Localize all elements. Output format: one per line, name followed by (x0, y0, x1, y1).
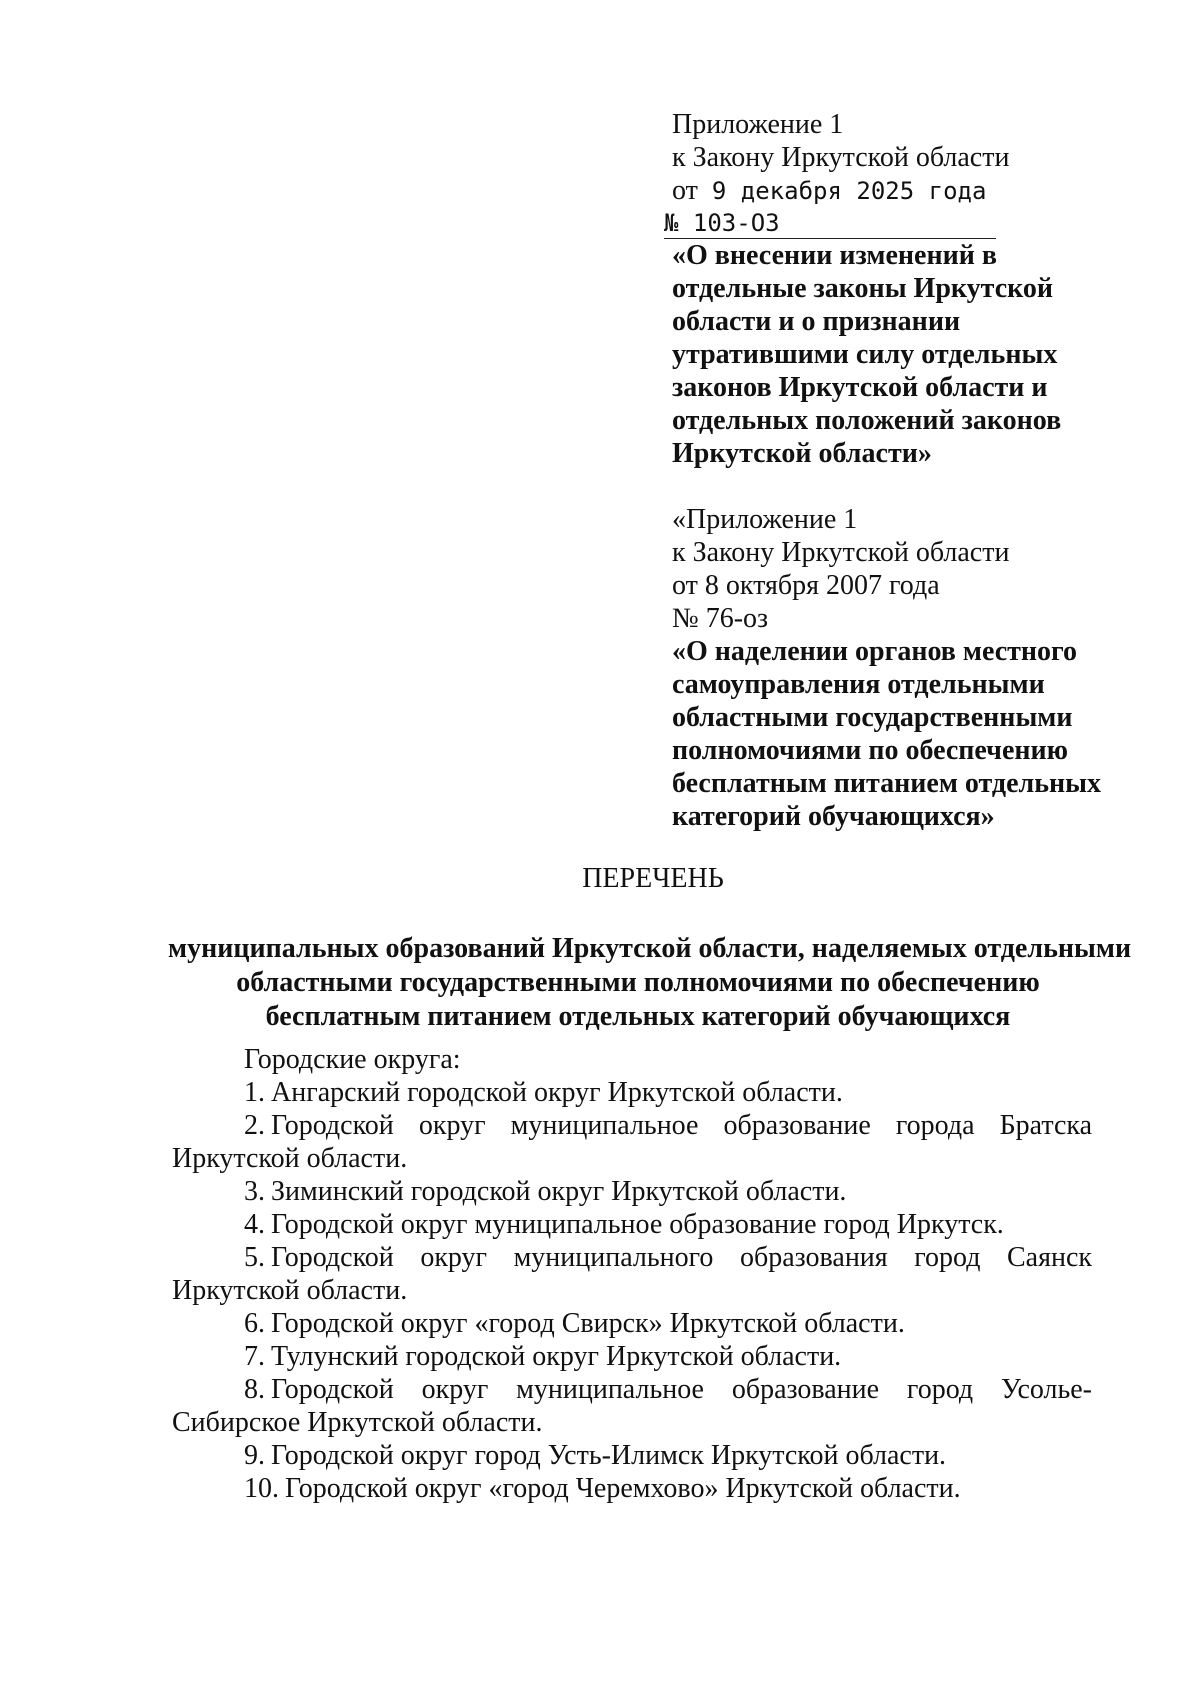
law-number: № 103-ОЗ (664, 208, 996, 239)
law-title-line-4: утратившими силу отдельных (672, 339, 1058, 370)
item-text: Городской округ «город Черемхово» Иркутской области. (285, 1473, 961, 1504)
subtitle-line-2: областными государственными полномочиями по обеспечению (236, 967, 1040, 998)
document-subtitle (168, 932, 1132, 1034)
annex-line-4: № 76-оз (672, 603, 769, 634)
annex-line-6: самоуправления отдельными (672, 669, 1045, 700)
spacer (672, 470, 1142, 503)
item-number: 8. (244, 1374, 265, 1405)
item-text: Городской округ муниципальное образование город Иркутск. (271, 1209, 1004, 1240)
law-title-line-3: области и о признании (672, 306, 961, 337)
annex-line-5: «О наделении органов местного (672, 636, 1078, 667)
section-label: Городские округа: (244, 1044, 461, 1075)
item-number: 9. (244, 1440, 265, 1471)
list-item (172, 1340, 1092, 1373)
document-title-block (168, 862, 1132, 1034)
header-block (664, 108, 1142, 833)
item-text: Ангарский городской округ Иркутской области. (271, 1077, 843, 1108)
law-title-line-2: отдельные законы Иркутской (672, 273, 1054, 304)
date-prefix: от (672, 175, 698, 206)
item-number: 7. (244, 1341, 265, 1372)
appendix-label: Приложение 1 (672, 109, 844, 140)
annex-line-9: бесплатным питанием отдельных (672, 768, 1102, 799)
list-item (172, 1076, 1092, 1109)
list-item (172, 1109, 1092, 1175)
annex-line-2: к Закону Иркутской области (672, 537, 1010, 568)
list-item (172, 1307, 1092, 1340)
list-item (172, 1472, 1092, 1505)
item-number: 6. (244, 1308, 265, 1339)
item-text: Городской округ город Усть-Илимск Иркутской области. (271, 1440, 947, 1471)
list-item (172, 1241, 1092, 1307)
item-number: 2. (244, 1110, 265, 1141)
law-title-line-5: законов Иркутской области и (672, 372, 1048, 403)
item-text: Городской округ муниципального образования город Саянск Иркутской области. (172, 1242, 1092, 1306)
item-number: 4. (244, 1209, 265, 1240)
item-number: 10. (244, 1473, 279, 1504)
list-item (172, 1208, 1092, 1241)
law-reference: к Закону Иркутской области (672, 142, 1010, 173)
annex-line-7: областными государственными (672, 702, 1073, 733)
annex-line-10: категорий обучающихся» (672, 801, 995, 832)
item-text: Тулунский городской округ Иркутской области. (271, 1341, 842, 1372)
item-number: 5. (244, 1242, 265, 1273)
annex-line-1: «Приложение 1 (672, 504, 858, 535)
list-item (172, 1439, 1092, 1472)
document-heading: ПЕРЕЧЕНЬ (582, 863, 724, 894)
list-item (172, 1373, 1092, 1439)
law-title-line-7: Иркутской области» (672, 438, 932, 469)
law-title-line-1: «О внесении изменений в (672, 240, 997, 271)
law-date-line (672, 174, 1142, 208)
item-text: Городской округ муниципальное образование города Братска Иркутской области. (172, 1110, 1092, 1174)
law-date: 9 декабря 2025 года (711, 177, 987, 205)
subtitle-line-3: бесплатным питанием отдельных категорий обучающихся (265, 1001, 1011, 1032)
item-text: Зиминский городской округ Иркутской области. (271, 1176, 847, 1207)
subtitle-line-1: муниципальных образований Иркутской области, наделяемых отдельными (168, 933, 1132, 964)
item-number: 3. (244, 1176, 265, 1207)
item-text: Городской округ муниципальное образование город Усолье-Сибирское Иркутской области. (172, 1374, 1092, 1438)
item-text: Городской округ «город Свирск» Иркутской области. (271, 1308, 905, 1339)
annex-line-3: от 8 октября 2007 года (672, 570, 940, 601)
annex-line-8: полномочиями по обеспечению (672, 735, 1069, 766)
list-item (172, 1175, 1092, 1208)
municipality-list (172, 1043, 1092, 1505)
law-title-line-6: отдельных положений законов (672, 405, 1062, 436)
item-number: 1. (244, 1077, 265, 1108)
